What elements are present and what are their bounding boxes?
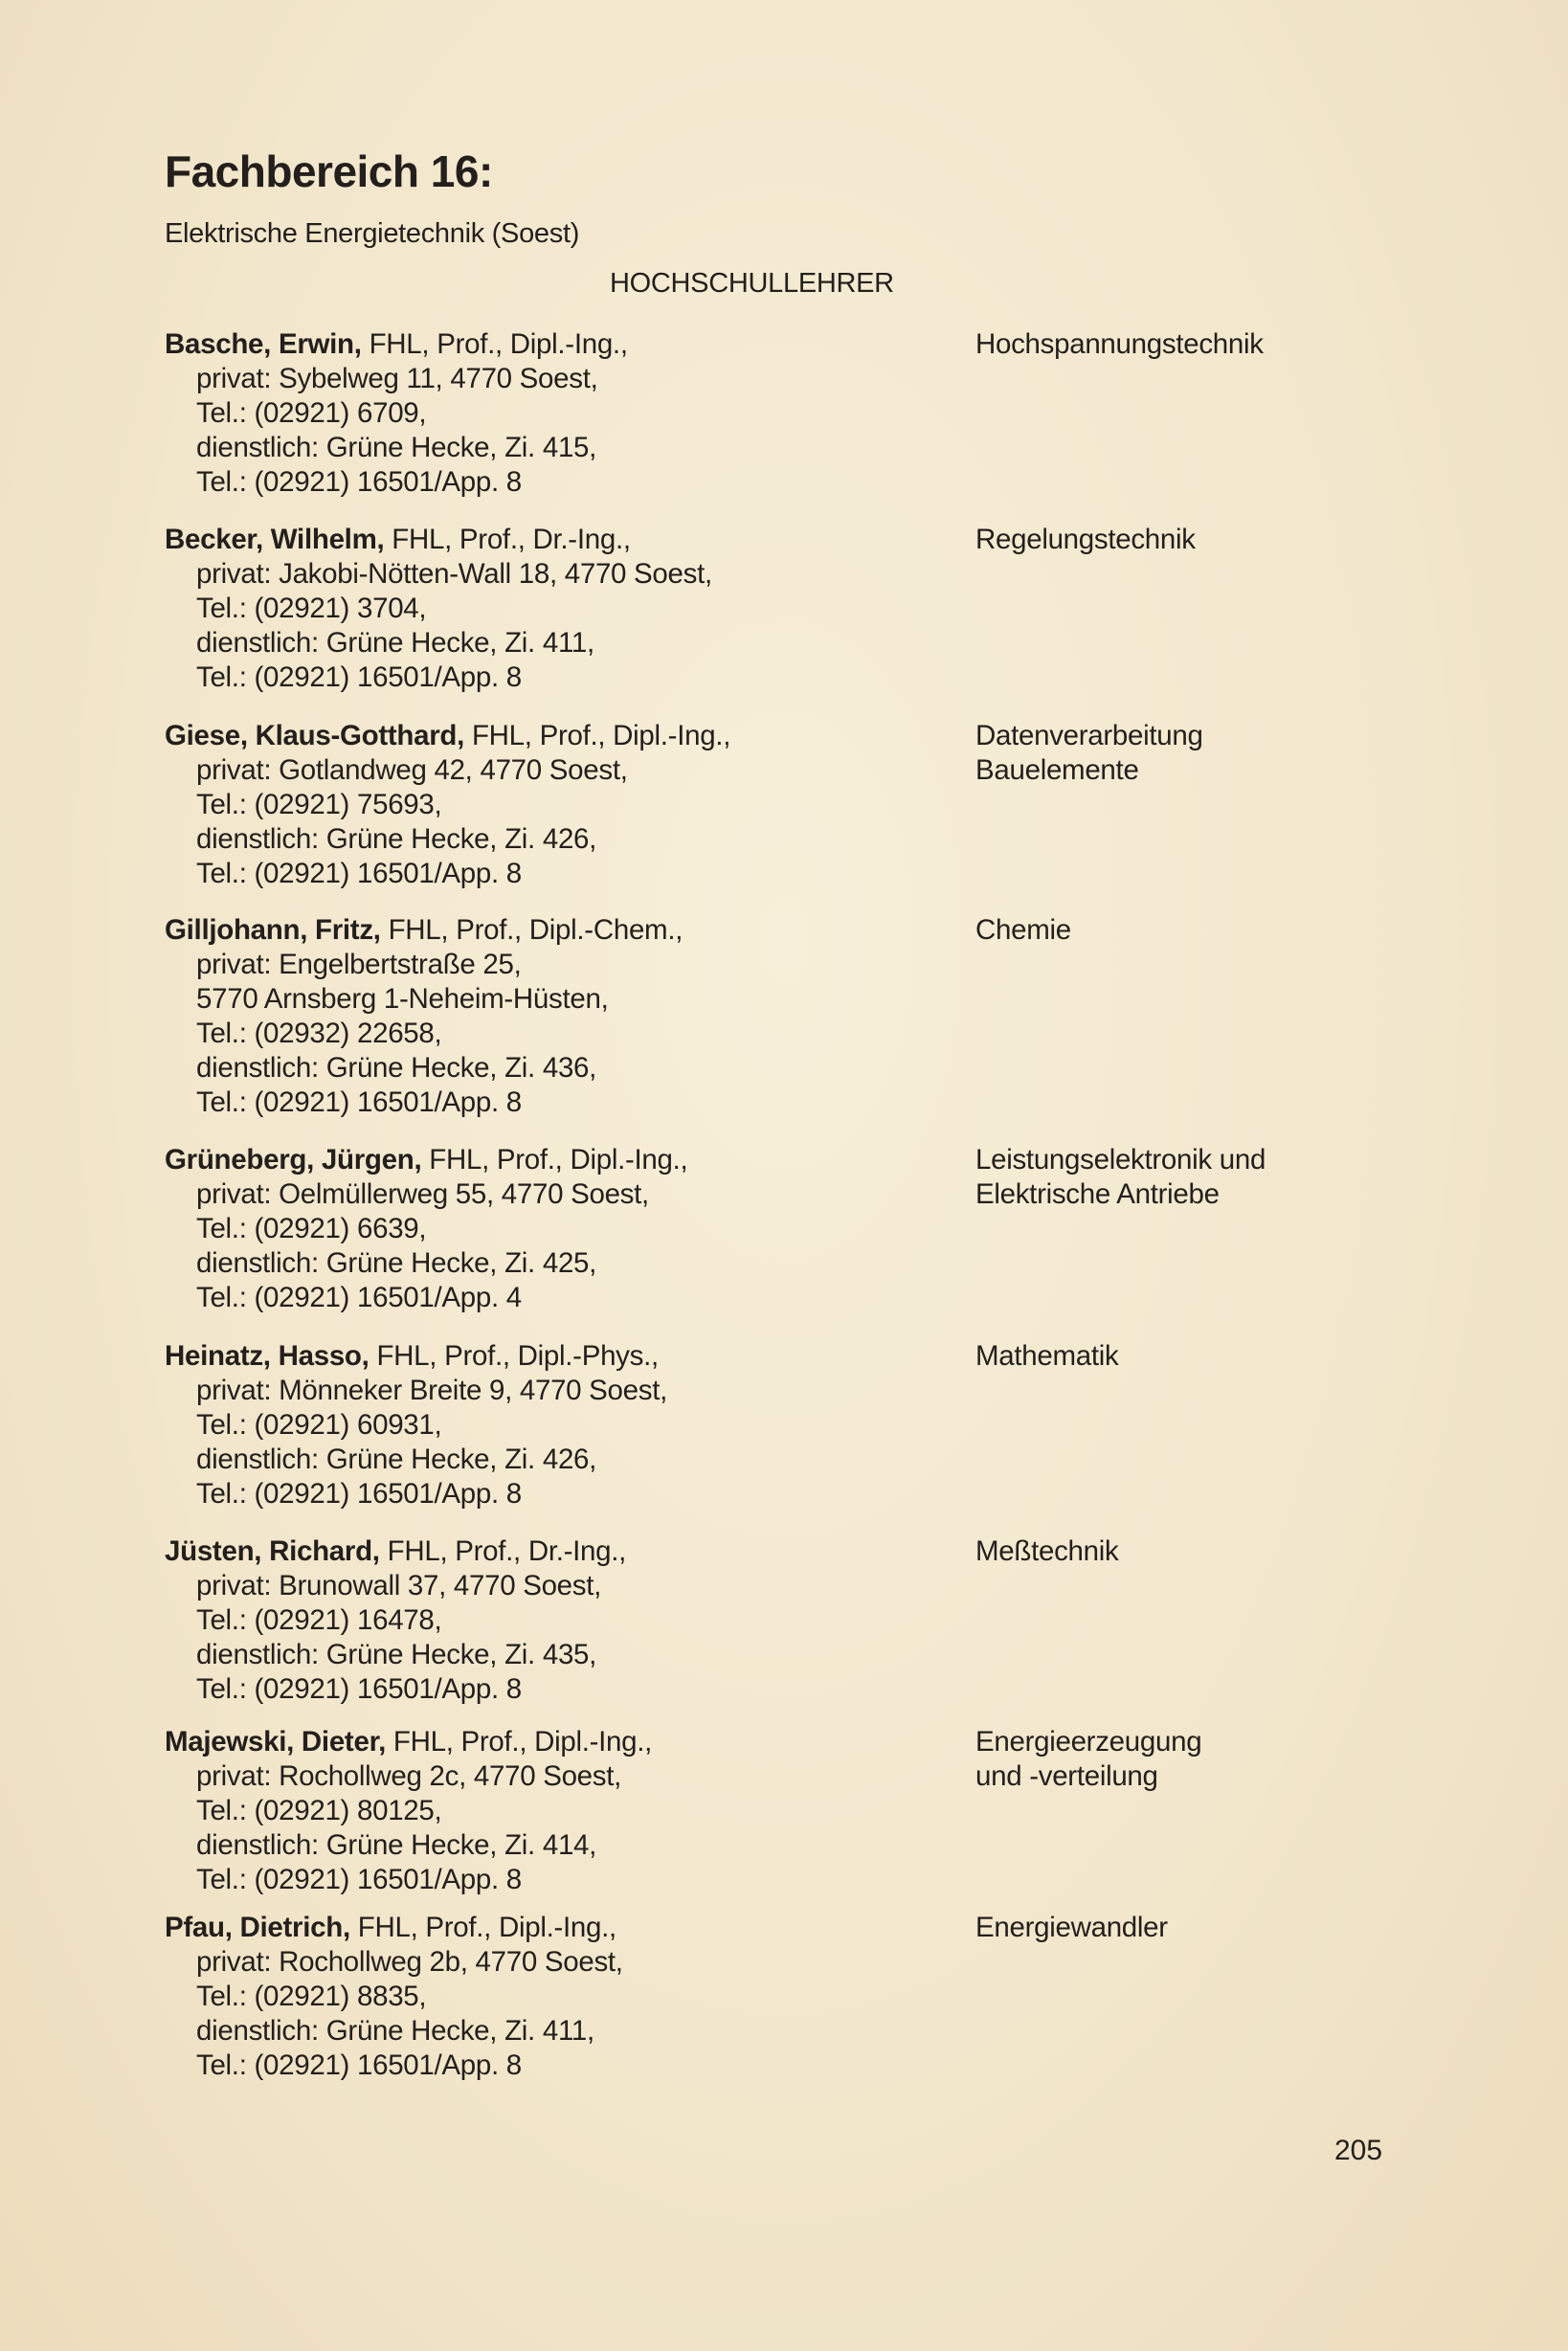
- entry-heading-line: [165, 719, 730, 753]
- person-name: Gilljohann, Fritz,: [165, 914, 381, 946]
- person-title: FHL, Prof., Dipl.-Ing.,: [386, 1726, 653, 1758]
- faculty-entry: [165, 1534, 626, 1707]
- contact-line: Tel.: (02921) 16501/App. 8: [196, 466, 522, 498]
- faculty-entry: [165, 913, 683, 1120]
- contact-line: dienstlich: Grüne Hecke, Zi. 436,: [196, 1052, 597, 1084]
- subject-area-line: und -verteilung: [975, 1760, 1158, 1792]
- person-name: Grüneberg, Jürgen,: [165, 1144, 422, 1176]
- page-title: Fachbereich 16:: [165, 146, 493, 196]
- contact-line: dienstlich: Grüne Hecke, Zi. 411,: [196, 2015, 594, 2047]
- subject-area: [975, 1725, 1201, 1794]
- contact-line: Tel.: (02921) 16478,: [196, 1604, 442, 1636]
- contact-line: Tel.: (02921) 16501/App. 8: [196, 661, 522, 693]
- faculty-entry: [165, 1725, 652, 1897]
- entry-heading-line: [165, 913, 683, 948]
- contact-line: Tel.: (02921) 6639,: [196, 1213, 427, 1244]
- contact-line: Tel.: (02921) 8835,: [196, 1981, 427, 2012]
- contact-line: dienstlich: Grüne Hecke, Zi. 414,: [196, 1829, 597, 1861]
- person-name: Basche, Erwin,: [165, 328, 362, 360]
- subject-area: [975, 1911, 1168, 1945]
- contact-line: Tel.: (02921) 16501/App. 4: [196, 1282, 522, 1313]
- faculty-entry: [165, 327, 628, 500]
- faculty-entry: [165, 1143, 687, 1315]
- person-name: Giese, Klaus-Gotthard,: [165, 720, 465, 751]
- subject-area: [975, 913, 1071, 948]
- person-title: FHL, Prof., Dipl.-Chem.,: [380, 914, 683, 946]
- contact-line: Tel.: (02921) 16501/App. 8: [196, 1478, 522, 1510]
- person-title: FHL, Prof., Dipl.-Ing.,: [421, 1144, 688, 1176]
- person-title: FHL, Prof., Dipl.-Phys.,: [369, 1340, 659, 1372]
- person-name: Jüsten, Richard,: [165, 1535, 380, 1567]
- department-subtitle: Elektrische Energietechnik (Soest): [165, 218, 580, 249]
- subject-area: [975, 1534, 1118, 1569]
- faculty-entry: [165, 523, 712, 695]
- subject-area: [975, 523, 1196, 557]
- subject-area: [975, 719, 1203, 788]
- contact-line: dienstlich: Grüne Hecke, Zi. 425,: [196, 1247, 597, 1279]
- contact-line: 5770 Arnsberg 1-Neheim-Hüsten,: [196, 983, 609, 1015]
- subject-area-line: Meßtechnik: [975, 1535, 1119, 1567]
- contact-line: dienstlich: Grüne Hecke, Zi. 435,: [196, 1639, 597, 1670]
- person-name: Heinatz, Hasso,: [165, 1340, 370, 1372]
- person-title: FHL, Prof., Dipl.-Ing.,: [349, 1912, 616, 1943]
- section-heading: HOCHSCHULLEHRER: [610, 268, 894, 299]
- subject-area-line: Mathematik: [975, 1340, 1119, 1372]
- contact-line: privat: Rochollweg 2b, 4770 Soest,: [196, 1946, 623, 1978]
- person-title: FHL, Prof., Dipl.-Ing.,: [464, 720, 731, 751]
- entry-heading-line: [165, 1911, 623, 1945]
- subject-area-line: Hochspannungstechnik: [975, 328, 1264, 360]
- faculty-entry: [165, 1339, 667, 1511]
- contact-line: Tel.: (02921) 80125,: [196, 1795, 442, 1826]
- contact-line: privat: Gotlandweg 42, 4770 Soest,: [196, 754, 628, 786]
- entry-heading-line: [165, 523, 712, 557]
- subject-area-line: Energieerzeugung: [975, 1726, 1202, 1758]
- contact-line: dienstlich: Grüne Hecke, Zi. 426,: [196, 823, 597, 855]
- subject-area: [975, 1143, 1266, 1212]
- subject-area: [975, 327, 1264, 362]
- contact-line: privat: Jakobi-Nötten-Wall 18, 4770 Soest,: [196, 558, 712, 590]
- contact-line: Tel.: (02921) 60931,: [196, 1409, 442, 1441]
- person-name: Becker, Wilhelm,: [165, 524, 385, 555]
- faculty-entry: [165, 1911, 623, 2083]
- person-name: Pfau, Dietrich,: [165, 1912, 350, 1943]
- person-name: Majewski, Dieter,: [165, 1726, 387, 1758]
- subject-area-line: Elektrische Antriebe: [975, 1178, 1220, 1210]
- page-number: 205: [1334, 2135, 1383, 2166]
- contact-line: privat: Oelmüllerweg 55, 4770 Soest,: [196, 1178, 649, 1210]
- contact-line: Tel.: (02921) 16501/App. 8: [196, 1864, 522, 1895]
- contact-line: Tel.: (02932) 22658,: [196, 1018, 442, 1049]
- contact-line: Tel.: (02921) 16501/App. 8: [196, 858, 522, 889]
- subject-area-line: Leistungselektronik und: [975, 1144, 1266, 1176]
- contact-line: Tel.: (02921) 6709,: [196, 397, 427, 429]
- subject-area-line: Regelungstechnik: [975, 524, 1196, 555]
- entry-heading-line: [165, 1339, 667, 1374]
- subject-area-line: Energiewandler: [975, 1912, 1168, 1943]
- entry-heading-line: [165, 1725, 652, 1759]
- contact-line: privat: Brunowall 37, 4770 Soest,: [196, 1570, 602, 1601]
- person-title: FHL, Prof., Dipl.-Ing.,: [361, 328, 628, 360]
- contact-line: dienstlich: Grüne Hecke, Zi. 415,: [196, 432, 597, 463]
- contact-line: Tel.: (02921) 75693,: [196, 789, 442, 820]
- contact-line: privat: Engelbertstraße 25,: [196, 949, 522, 980]
- person-title: FHL, Prof., Dr.-Ing.,: [384, 524, 631, 555]
- contact-line: dienstlich: Grüne Hecke, Zi. 411,: [196, 627, 594, 659]
- contact-line: Tel.: (02921) 16501/App. 8: [196, 1086, 522, 1118]
- subject-area-line: Bauelemente: [975, 754, 1139, 786]
- contact-line: Tel.: (02921) 16501/App. 8: [196, 2049, 522, 2081]
- entry-heading-line: [165, 1534, 626, 1569]
- person-title: FHL, Prof., Dr.-Ing.,: [379, 1535, 627, 1567]
- subject-area: [975, 1339, 1118, 1374]
- subject-area-line: Chemie: [975, 914, 1071, 946]
- contact-line: privat: Sybelweg 11, 4770 Soest,: [196, 363, 598, 394]
- contact-line: Tel.: (02921) 3704,: [196, 593, 427, 624]
- contact-line: dienstlich: Grüne Hecke, Zi. 426,: [196, 1444, 597, 1475]
- contact-line: Tel.: (02921) 16501/App. 8: [196, 1673, 522, 1705]
- entry-heading-line: [165, 1143, 687, 1177]
- faculty-entry: [165, 719, 730, 891]
- contact-line: privat: Mönneker Breite 9, 4770 Soest,: [196, 1375, 668, 1406]
- entry-heading-line: [165, 327, 628, 362]
- subject-area-line: Datenverarbeitung: [975, 720, 1203, 751]
- contact-line: privat: Rochollweg 2c, 4770 Soest,: [196, 1760, 622, 1792]
